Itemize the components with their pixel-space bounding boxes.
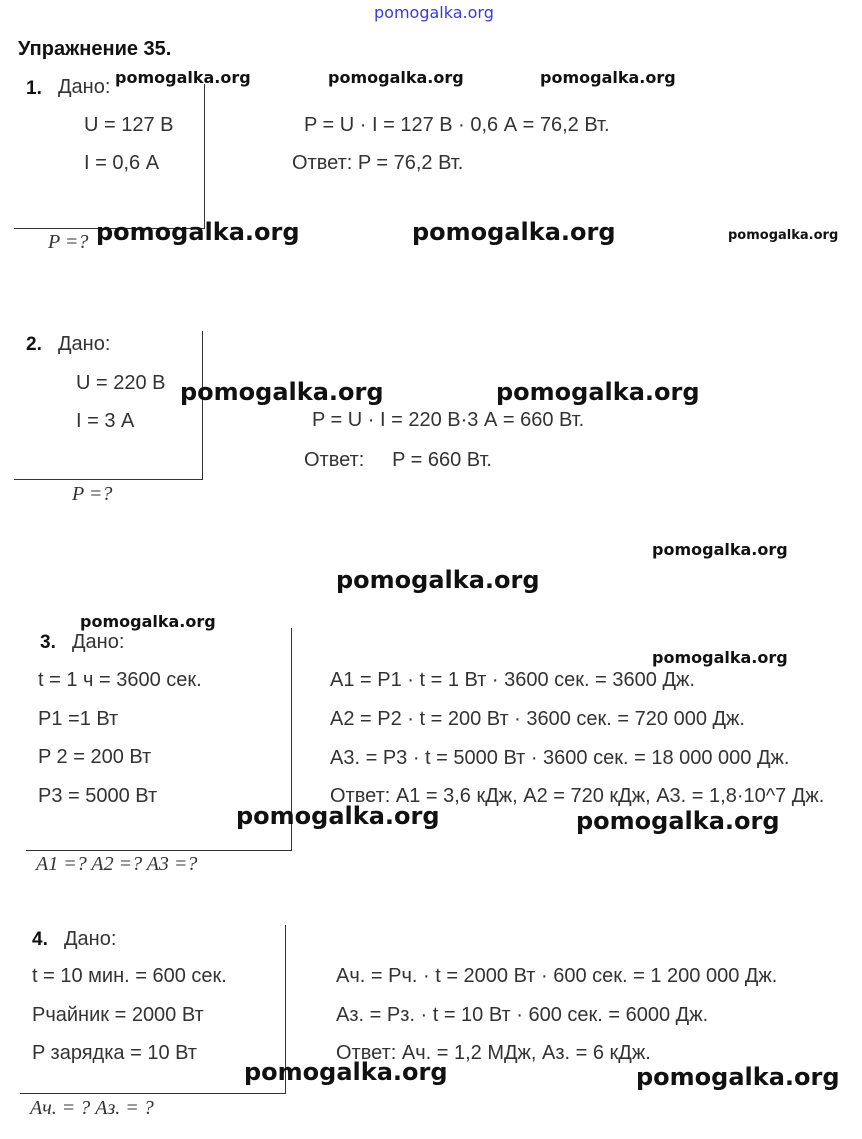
problem-1-answer: Ответ: P = 76,2 Вт. xyxy=(292,152,464,174)
problem-4-solution-ach: Aч. = Pч. · t = 2000 Вт · 600 сек. = 1 200 000 Дж. xyxy=(336,965,778,987)
problem-1-given-u: U = 127 В xyxy=(84,114,174,136)
problem-2-divider-horizontal xyxy=(14,479,203,480)
problem-2-solution-line: P = U · I = 220 В·3 А = 660 Вт. xyxy=(312,409,585,431)
watermark: pomogalka.org xyxy=(728,228,839,243)
problem-3-solution-a1: A1 = P1 · t = 1 Вт · 3600 сек. = 3600 Дж. xyxy=(330,669,695,691)
problem-4-answer: Ответ: Aч. = 1,2 МДж, Aз. = 6 кДж. xyxy=(336,1042,651,1064)
problem-3-given-p1: P1 =1 Вт xyxy=(38,708,119,730)
watermark: pomogalka.org xyxy=(80,612,216,631)
problem-3-given-t: t = 1 ч = 3600 сек. xyxy=(38,669,202,691)
problem-3-answer: Ответ: A1 = 3,6 кДж, A2 = 720 кДж, A3. = 1,8·10^7 Дж. xyxy=(330,785,825,807)
problem-2-given-u: U = 220 В xyxy=(76,372,166,394)
watermark: pomogalka.org xyxy=(180,378,384,406)
problem-3-number: 3. xyxy=(40,632,56,653)
watermark: pomogalka.org xyxy=(652,540,788,559)
problem-3-solution-a3: A3. = P3 · t = 5000 Вт · 3600 сек. = 18 000 000 Дж. xyxy=(330,747,790,769)
problem-2-find: P =? xyxy=(72,483,113,505)
watermark: pomogalka.org xyxy=(496,378,700,406)
problem-1-solution-line: P = U · I = 127 В · 0,6 А = 76,2 Вт. xyxy=(304,114,610,136)
page-title: Упражнение 35. xyxy=(18,38,172,60)
problem-1-find: P =? xyxy=(48,231,89,253)
watermark: pomogalka.org xyxy=(576,807,780,835)
watermark: pomogalka.org xyxy=(412,218,616,246)
problem-4-given-kettle: Pчайник = 2000 Вт xyxy=(32,1004,204,1026)
watermark: pomogalka.org xyxy=(115,68,251,87)
watermark: pomogalka.org xyxy=(336,566,540,594)
problem-4-find: Aч. = ? Aз. = ? xyxy=(30,1097,154,1119)
problem-3-given-p3: P3 = 5000 Вт xyxy=(38,785,158,807)
problem-2-given-i: I = 3 А xyxy=(76,410,135,432)
watermark: pomogalka.org xyxy=(328,68,464,87)
watermark: pomogalka.org xyxy=(652,648,788,667)
problem-4-given-label: Дано: xyxy=(64,928,117,950)
problem-2-number: 2. xyxy=(26,334,42,355)
problem-4-number: 4. xyxy=(32,929,48,950)
problem-1-number: 1. xyxy=(26,78,42,99)
problem-4-given-charger: P зарядка = 10 Вт xyxy=(32,1042,197,1064)
watermark: pomogalka.org xyxy=(374,3,494,22)
watermark: pomogalka.org xyxy=(636,1063,840,1091)
problem-3-given-label: Дано: xyxy=(72,631,125,653)
problem-1-given-label: Дано: xyxy=(58,76,111,98)
problem-4-divider-horizontal xyxy=(20,1093,286,1094)
problem-3-given-p2: P 2 = 200 Вт xyxy=(38,746,152,768)
problem-2-answer: Ответ: P = 660 Вт. xyxy=(304,449,492,471)
problem-2-given-label: Дано: xyxy=(58,333,111,355)
watermark: pomogalka.org xyxy=(540,68,676,87)
problem-4-solution-az: Aз. = Pз. · t = 10 Вт · 600 сек. = 6000 Дж. xyxy=(336,1004,709,1026)
problem-3-find: A1 =? A2 =? A3 =? xyxy=(36,853,198,875)
watermark: pomogalka.org xyxy=(244,1058,448,1086)
problem-4-given-t: t = 10 мин. = 600 сек. xyxy=(32,965,227,987)
problem-1-given-i: I = 0,6 А xyxy=(84,152,160,174)
watermark: pomogalka.org xyxy=(236,802,440,830)
problem-3-divider-horizontal xyxy=(26,850,292,851)
watermark: pomogalka.org xyxy=(96,218,300,246)
problem-1-divider-vertical xyxy=(204,84,205,228)
problem-3-solution-a2: A2 = P2 · t = 200 Вт · 3600 сек. = 720 000 Дж. xyxy=(330,708,745,730)
